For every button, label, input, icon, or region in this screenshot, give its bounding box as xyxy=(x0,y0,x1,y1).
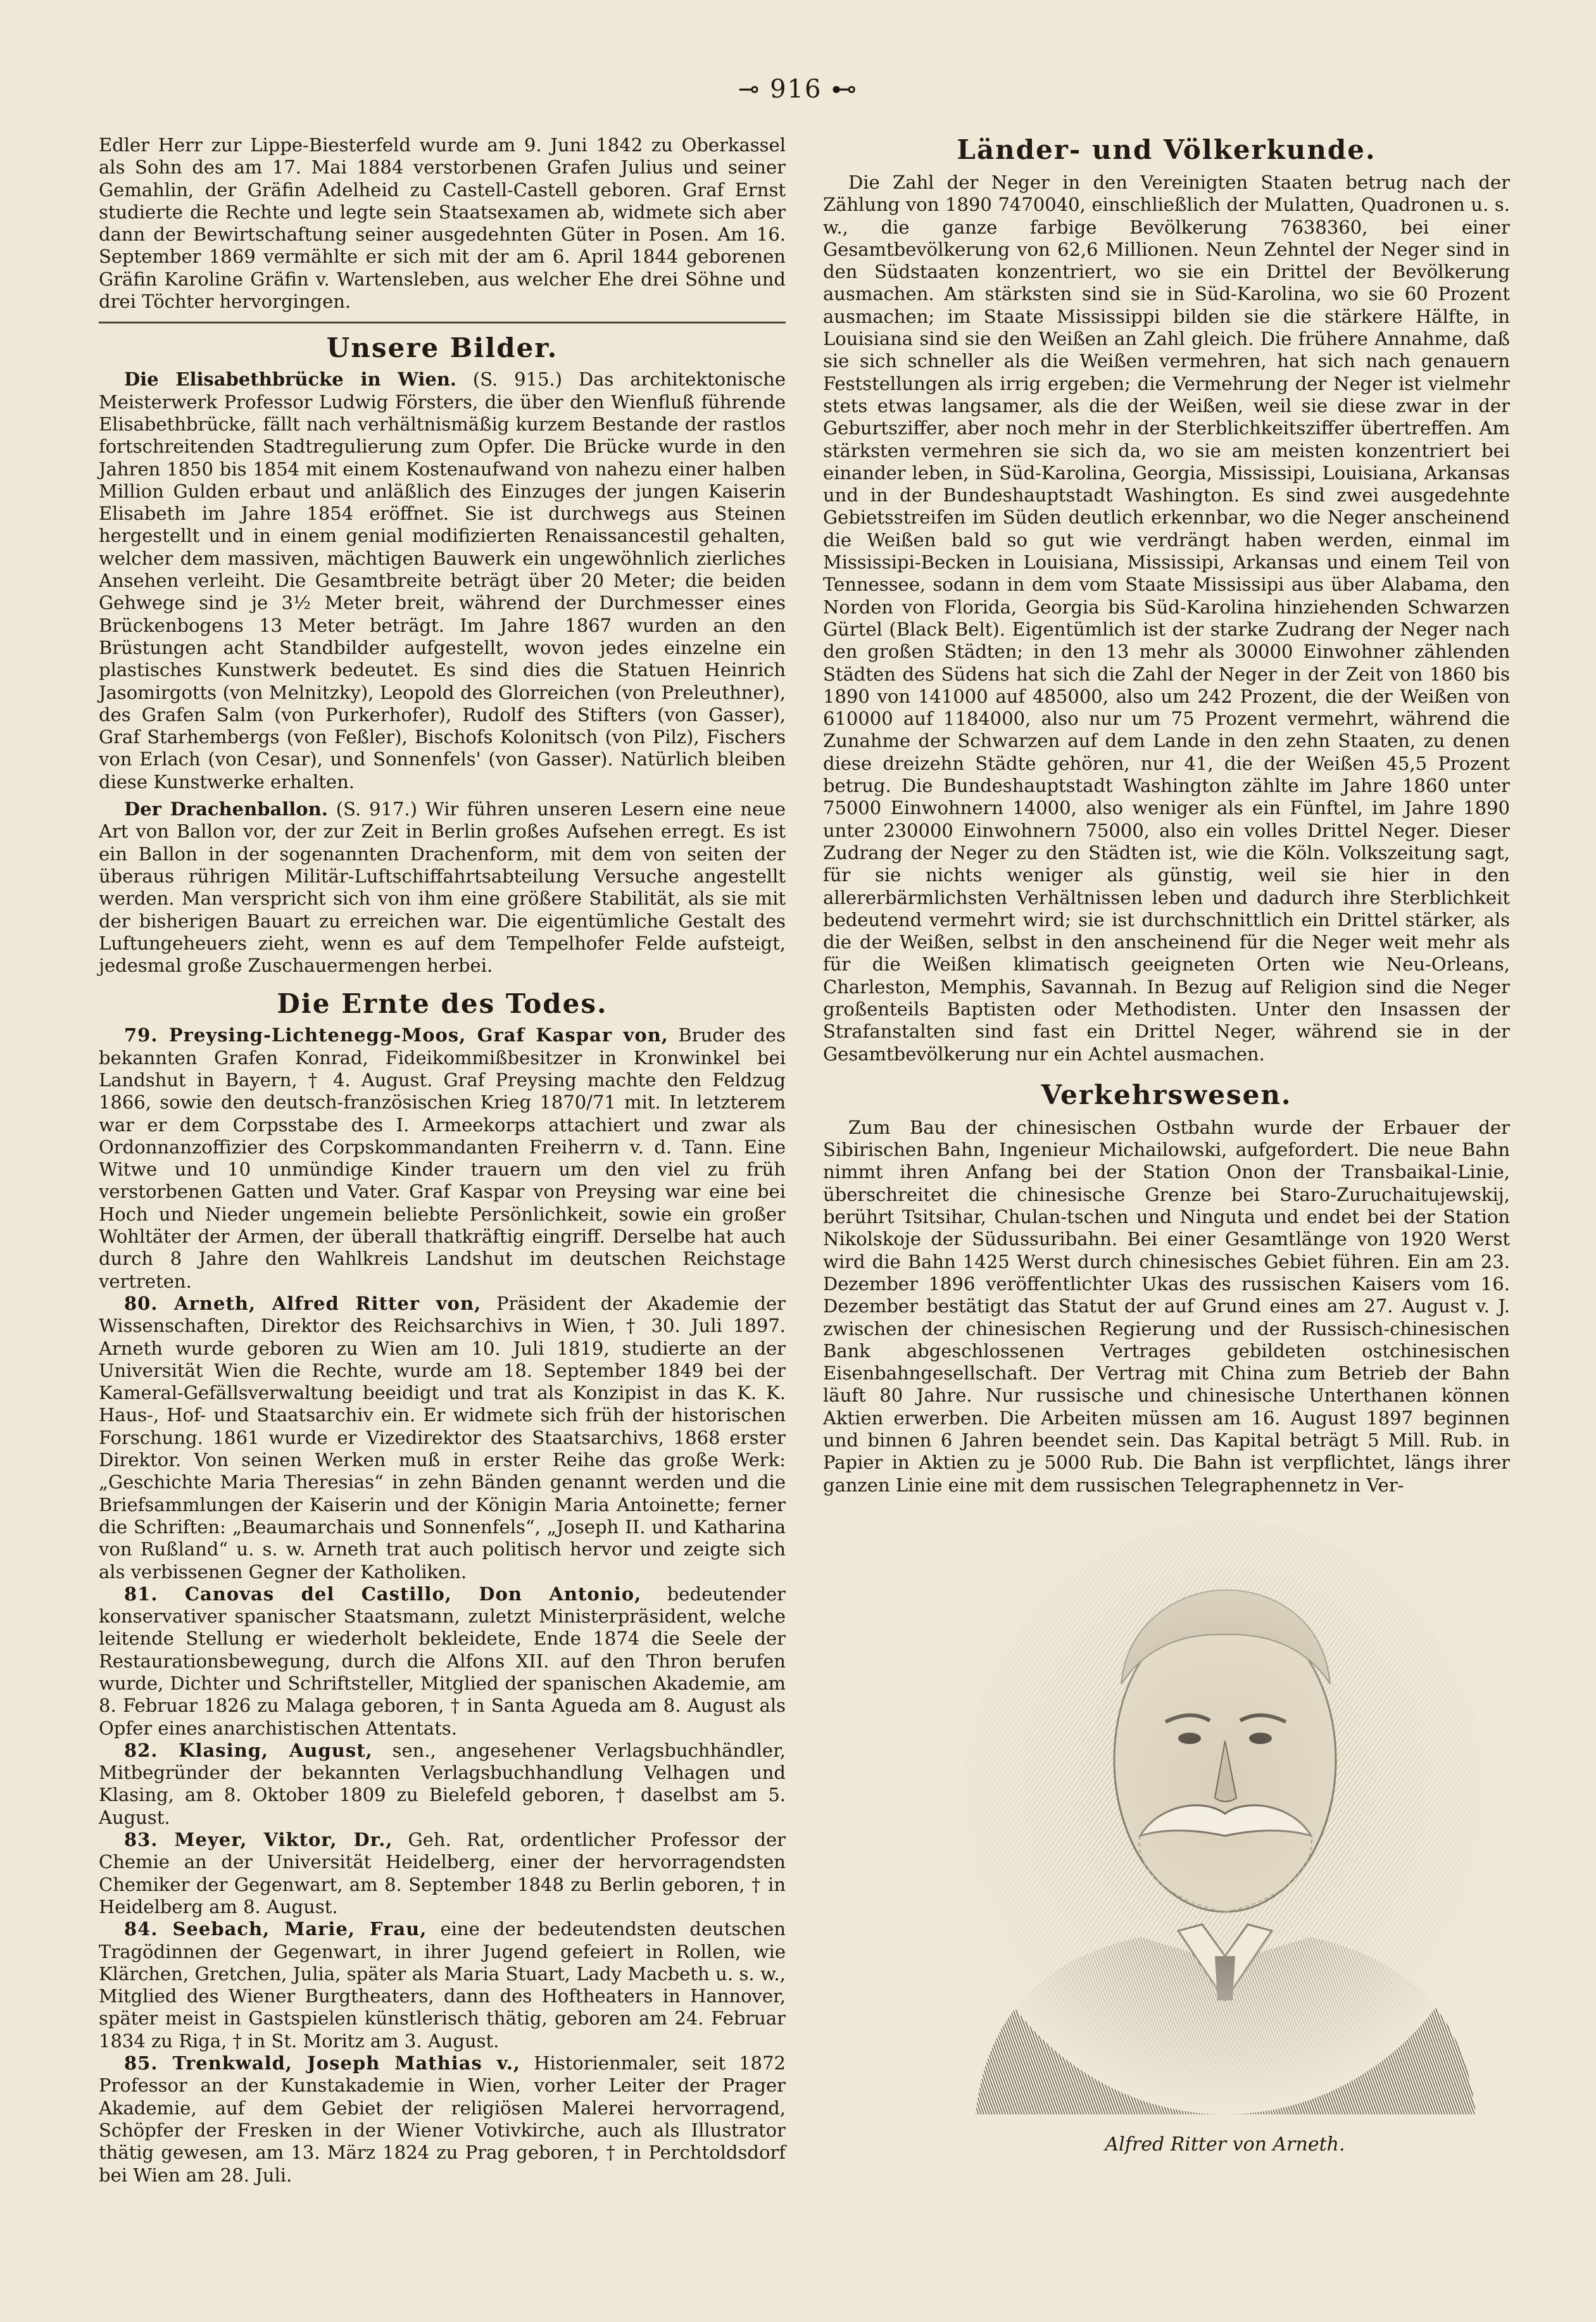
obituary-81 xyxy=(99,1583,786,1740)
obituary-80-name: 80. Arneth, Alfred Ritter von, xyxy=(124,1292,482,1314)
text-elisabethbruecke: (S. 915.) Das architektonische Meisterwerk Professor Ludwig Försters, die über den Wienfluß führende Elisabethbrücke, fällt nach verhältnismäßig kurzem Bestande der rastlos fortschreitenden Stadtregulierung zum Opfer. Die Brücke wurde in den Jahren 1850 bis 1854 mit einem Kostenaufwand von nahezu einer halben Million Gulden erbaut und anläßlich des Einzuges der jungen Kaiserin Elisabeth im Jahre 1854 eröffnet. Sie ist durchwegs aus Steinen hergestellt und in einem genial modifizierten Renaissancestil gehalten, welcher dem massiven, mächtigen Bauwerk ein ungewöhnlich zierliches Ansehen verleiht. Die Gesamtbreite beträgt über 20 Meter; die beiden Gehwege sind je 3½ Meter breit, während der Durchmesser eines Brückenbogens 13 Meter beträgt. Im Jahre 1867 wurden an den Brüstungen acht Standbilder aufgestellt, wovon jedes einzelne ein plastisches Kunstwerk bedeutet. Es sind dies die Statuen Heinrich Jasomirgotts (von Melnitzky), Leopold des Glorreichen (von Preleuthner), des Grafen Salm (von Purkerhofer), Rudolf des Stifters (von Gasser), Graf Starhembergs (von Feßler), Bischofs Kolonitsch (von Pilz), Fischers von Erlach (von Cesar), und Sonnenfels' (von Gasser). Natürlich bleiben diese Kunstwerke erhalten. xyxy=(99,368,786,793)
portrait-illustration xyxy=(950,1519,1500,2114)
obituary-82-name: 82. Klasing, August, xyxy=(124,1739,373,1761)
obituary-81-name: 81. Canovas del Castillo, Don Antonio, xyxy=(124,1583,642,1605)
article-drachenballon xyxy=(99,798,786,977)
obituary-79 xyxy=(99,1024,786,1293)
text-drachenballon: (S. 917.) Wir führen unseren Lesern eine neue Art von Ballon vor, der zur Zeit in Berlin großes Aufsehen erregt. Es ist ein Ballon in der sogenannten Drachenform, mit dem von seiten der überaus rührigen Militär-Luftschiffahrtsabteilung Versuche angestellt werden. Man verspricht sich von ihm eine größere Stabilität, als sie mit der bisherigen Bauart zu erreichen war. Die eigentümliche Gestalt des Luftungeheuers zieht, wenn es auf dem Tempelhofer Felde aufsteigt, jedesmal große Zuschauermengen herbei. xyxy=(99,798,786,977)
portrait-caption: Alfred Ritter von Arneth. xyxy=(1105,2133,1345,2156)
obituary-85-text: Historienmaler, seit 1872 Professor an der Kunstakademie in Wien, vorher Leiter der Prager Akademie, auf dem Gebiet der religiösen Malerei hervorragend, Schöpfer der Fresken in der Wiener Votivkirche, auch als Illustrator thätig gewesen, am 13. März 1824 zu Prag geboren, † in Perchtoldsdorf bei Wien am 28. Juli. xyxy=(99,2052,786,2186)
obituary-83-text: Geh. Rat, ordentlicher Professor der Chemie an der Universität Heidelberg, einer der hervorragendsten Chemiker der Gegenwart, am 8. September 1848 zu Berlin geboren, † in Heidelberg am 8. August. xyxy=(99,1829,786,1917)
heading-unsere-bilder: Unsere Bilder. xyxy=(326,332,558,364)
ornament-left: ⊸ xyxy=(738,75,770,104)
obituary-81-text: bedeutender konservativer spanischer Staatsmann, zuletzt Ministerpräsident, welche leitende Stellung er wiederholt bekleidete, Ende 1874 die Seele der Restaurationsbewegung, durch die Alfons XII. auf den Thron berufen wurde, Dichter und Schriftsteller, Mitglied der spanischen Akademie, am 8. Februar 1826 zu Malaga geboren, † in Santa Agueda am 8. August als Opfer eines anarchistischen Attentats. xyxy=(99,1583,786,1739)
obituary-80-text: Präsident der Akademie der Wissenschaften, Direktor des Reichsarchivs in Wien, † 30. Juli 1897. Arneth wurde geboren zu Wien am 10. Juli 1819, studierte an der Universität Wien die Rechte, wurde am 18. September 1849 bei der Kameral-Gefällsverwaltung beeidigt und trat als Konzipist in das K. K. Haus-, Hof- und Staatsarchiv ein. Er widmete sich früh der historischen Forschung. 1861 wurde er Vizedirektor des Staatsarchivs, 1868 erster Direktor. Von seinen Werken muß in erster Reihe das große Werk: „Geschichte Maria Theresias“ in zehn Bänden genannt werden und die Briefsammlungen der Kaiserin und der Königin Maria Antoinette; ferner die Schriften: „Beaumarchais und Sonnenfels“, „Joseph II. und Katharina von Rußland“ u. s. w. Arneth trat auch politisch hervor und zeigte sich als verbissenen Gegner der Katholiken. xyxy=(99,1292,786,1583)
article-neger-statistik: Die Zahl der Neger in den Vereinigten Staaten betrug nach der Zählung von 1890 7470040, einschließlich der Mulatten, Quadronen u. s. w., die ganze farbige Bevölkerung 7638360, bei einer Gesamtbevölkerung von 62,6 Millionen. Neun Zehntel der Neger sind in den Südstaaten konzentriert, wo sie ein Drittel der Bevölkerung ausmachen. Am stärksten sind sie in Süd-Karolina, wo sie 60 Prozent ausmachen; im Staate Mississippi bilden sie die stärkere Hälfte, in Louisiana sind sie den Weißen an Zahl gleich. Die frühere Annahme, daß sie sich schneller als die Weißen vermehren, hat sich nach genauern Feststellungen als irrig ergeben; die Vermehrung der Neger ist vielmehr stets etwas langsamer, als die der Weißen, weil sie diese zwar in der Geburtsziffer, aber noch mehr in der Sterblichkeitsziffer übertreffen. Am stärksten vermehren sie sich da, wo sie am meisten konzentriert bei einander leben, in Süd-Karolina, Georgia, Mississipi, Louisiana, Arkansas und in der Bundeshauptstadt Washington. Es sind zwei ausgedehnte Gebietsstreifen im Süden deutlich erkennbar, wo die Neger anscheinend die Weißen bald so gut wie verdrängt haben werden, einmal im Mississipi-Becken in Louisiana, Mississipi, Arkansas und einem Teil von Tennessee, sodann in dem vom Staate Mississipi aus über Alabama, den Norden von Florida, Georgia bis Süd-Karolina hinziehenden Schwarzen Gürtel (Black Belt). Eigentümlich ist der starke Zudrang der Neger nach den großen Städten; in den 13 mehr als 30000 Einwohner zählenden Städten des Südens hat sich die Zahl der Neger in der Zeit von 1860 bis 1890 von 141000 auf 485000, also um 242 Prozent, die der Weißen von 610000 auf 1184000, also nur um 75 Prozent vermehrt, während die Zunahme der Schwarzen auf dem Lande in den zehn Staaten, zu denen diese dreizehn Städte gehören, nur 41, die der Weißen 45,5 Prozent betrug. Die Bundeshauptstadt Washington zählte im Jahre 1860 unter 75000 Einwohnern 14000, also weniger als ein Fünftel, im Jahre 1890 unter 230000 Einwohnern 75000, also ein volles Drittel Neger. Dieser Zudrang der Neger zu den Städten ist, wie die Köln. Volkszeitung sagt, für sie nichts weniger als günstig, weil sie hier in den allererbärmlichsten Verhältnissen leben und dadurch ihre Sterblichkeit bedeutend vermehrt wird; sie ist durchschnittlich ein Drittel stärker, als die der Weißen, selbst in den anscheinend für die Neger weit mehr als für die Weißen klimatisch geeigneten Orten wie Neu-Orleans, Charleston, Memphis, Savannah. In Bezug auf Religion sind die Neger großenteils Baptisten oder Methodisten. Unter den Insassen der Strafanstalten sind fast ein Drittel Neger, während sie in der Gesamtbevölkerung nur ein Achtel ausmachen. xyxy=(823,172,1510,1065)
heading-ernte-des-todes: Die Ernte des Todes. xyxy=(277,988,608,1020)
obituary-84-name: 84. Seebach, Marie, Frau, xyxy=(124,1918,427,1940)
right-column xyxy=(823,134,1510,1497)
obituary-79-name: 79. Preysing-Lichtenegg-Moos, Graf Kaspar von, xyxy=(124,1024,669,1046)
obituary-84 xyxy=(99,1918,786,2052)
obituary-79-text: Bruder des bekannten Grafen Konrad, Fideikommißbesitzer in Kronwinkel bei Landshut in Bayern, † 4. August. Graf Preysing machte den Feldzug 1866, sowie den deutsch-französischen Krieg 1870/71 mit. In letzterem war er dem Corpsstabe des I. Armeekorps attachiert und zwar als Ordonnanzoffizier des Corpskommandanten Freiherrn v. d. Tann. Eine Witwe und 10 unmündige Kinder trauern um den viel zu früh verstorbenen Gatten und Vater. Graf Kaspar von Preysing war eine bei Hoch und Nieder ungemein beliebte Persönlichkeit, sowie ein großer Wohltäter der Armen, der überall thatkräftig eingriff. Derselbe hat auch durch 8 Jahre den Wahlkreis Landshut im deutschen Reichstage vertreten. xyxy=(99,1024,786,1292)
lead-elisabethbruecke: Die Elisabethbrücke in Wien. xyxy=(124,368,457,391)
obituary-82-text: sen., angesehener Verlagsbuchhändler, Mitbegründer der bekannten Verlagsbuchhandlung Velhagen und Klasing, am 8. Oktober 1809 zu Bielefeld geboren, † daselbst am 5. August. xyxy=(99,1739,786,1828)
obituary-84-text: eine der bedeutendsten deutschen Tragödinnen der Gegenwart, in ihrer Jugend gefeiert in Rollen, wie Klärchen, Gretchen, Julia, später als Maria Stuart, Lady Macbeth u. s. w., Mitglied des Wiener Burgtheaters, dann des Hoftheaters in Hannover, später meist in Gastspielen künstlerisch thätig, geboren am 24. Februar 1834 zu Riga, † in St. Moritz am 3. August. xyxy=(99,1918,786,2052)
obituary-85 xyxy=(99,2052,786,2187)
obituary-82 xyxy=(99,1740,786,1829)
page-number-value: 916 xyxy=(770,75,822,104)
left-column xyxy=(99,134,786,2187)
intro-paragraph: Edler Herr zur Lippe-Biesterfeld wurde am 9. Juni 1842 zu Oberkassel als Sohn des am 17. Mai 1884 verstorbenen Grafen Julius und seiner Gemahlin, der Gräfin Adelheid zu Castell-Castell geboren. Graf Ernst studierte die Rechte und legte sein Staatsexamen ab, widmete sich aber dann der Bewirtschaftung seiner ausgedehnten Güter in Posen. Am 16. September 1869 vermählte er sich mit der am 6. April 1844 geborenen Gräfin Karoline Gräfin v. Wartensleben, aus welcher Ehe drei Söhne und drei Töchter hervorgingen. xyxy=(99,134,786,313)
lead-drachenballon: Der Drachenballon. xyxy=(124,798,328,820)
portrait-engraving xyxy=(950,1519,1500,2114)
heading-verkehrswesen: Verkehrswesen. xyxy=(1041,1079,1292,1110)
obituary-83 xyxy=(99,1829,786,1918)
obituary-83-name: 83. Meyer, Viktor, Dr., xyxy=(124,1829,393,1851)
article-chinesische-ostbahn: Zum Bau der chinesischen Ostbahn wurde der Erbauer der Sibirischen Bahn, Ingenieur Michailowski, aufgefordert. Die neue Bahn nimmt ihren Anfang bei der Station Onon der Transbaikal-Linie, überschreitet die chinesische Grenze bei Staro-Zuruchaitujewskij, berührt Tsitsihar, Chulan-tschen und Ninguta und endet bei der Station Nikolskoje der Südussuribahn. Bei einer Gesamtlänge von 1920 Werst wird die Bahn 1425 Werst durch chinesisches Gebiet führen. Ein am 23. Dezember 1896 veröffentlichter Ukas des russischen Kaisers vom 16. Dezember bestätigt das Statut der auf Grund eines am 27. August v. J. zwischen der chinesischen Regierung und der Russisch-chinesischen Bank abgeschlossenen Vertrages gebildeten ostchinesischen Eisenbahngesellschaft. Der Vertrag mit China zum Betrieb der Bahn läuft 80 Jahre. Nur russische und chinesische Unterthanen können Aktien erwerben. Die Arbeiten müssen am 16. August 1897 beginnen und binnen 6 Jahren beendet sein. Das Kapital beträgt 5 Mill. Rub. in Papier in Aktien zu je 5000 Rub. Die Bahn ist verpflichtet, längs ihrer ganzen Linie eine mit dem russischen Telegraphennetz in Ver- xyxy=(823,1116,1510,1496)
ornament-right: ⊷ xyxy=(822,75,858,104)
obituary-80 xyxy=(99,1293,786,1583)
article-elisabethbruecke xyxy=(99,368,786,793)
page-number xyxy=(0,75,1596,104)
heading-laender-voelkerkunde: Länder- und Völkerkunde. xyxy=(957,134,1376,165)
vignette xyxy=(950,1519,1500,2114)
obituary-85-name: 85. Trenkwald, Joseph Mathias v., xyxy=(124,2052,521,2074)
section-divider xyxy=(99,322,786,323)
